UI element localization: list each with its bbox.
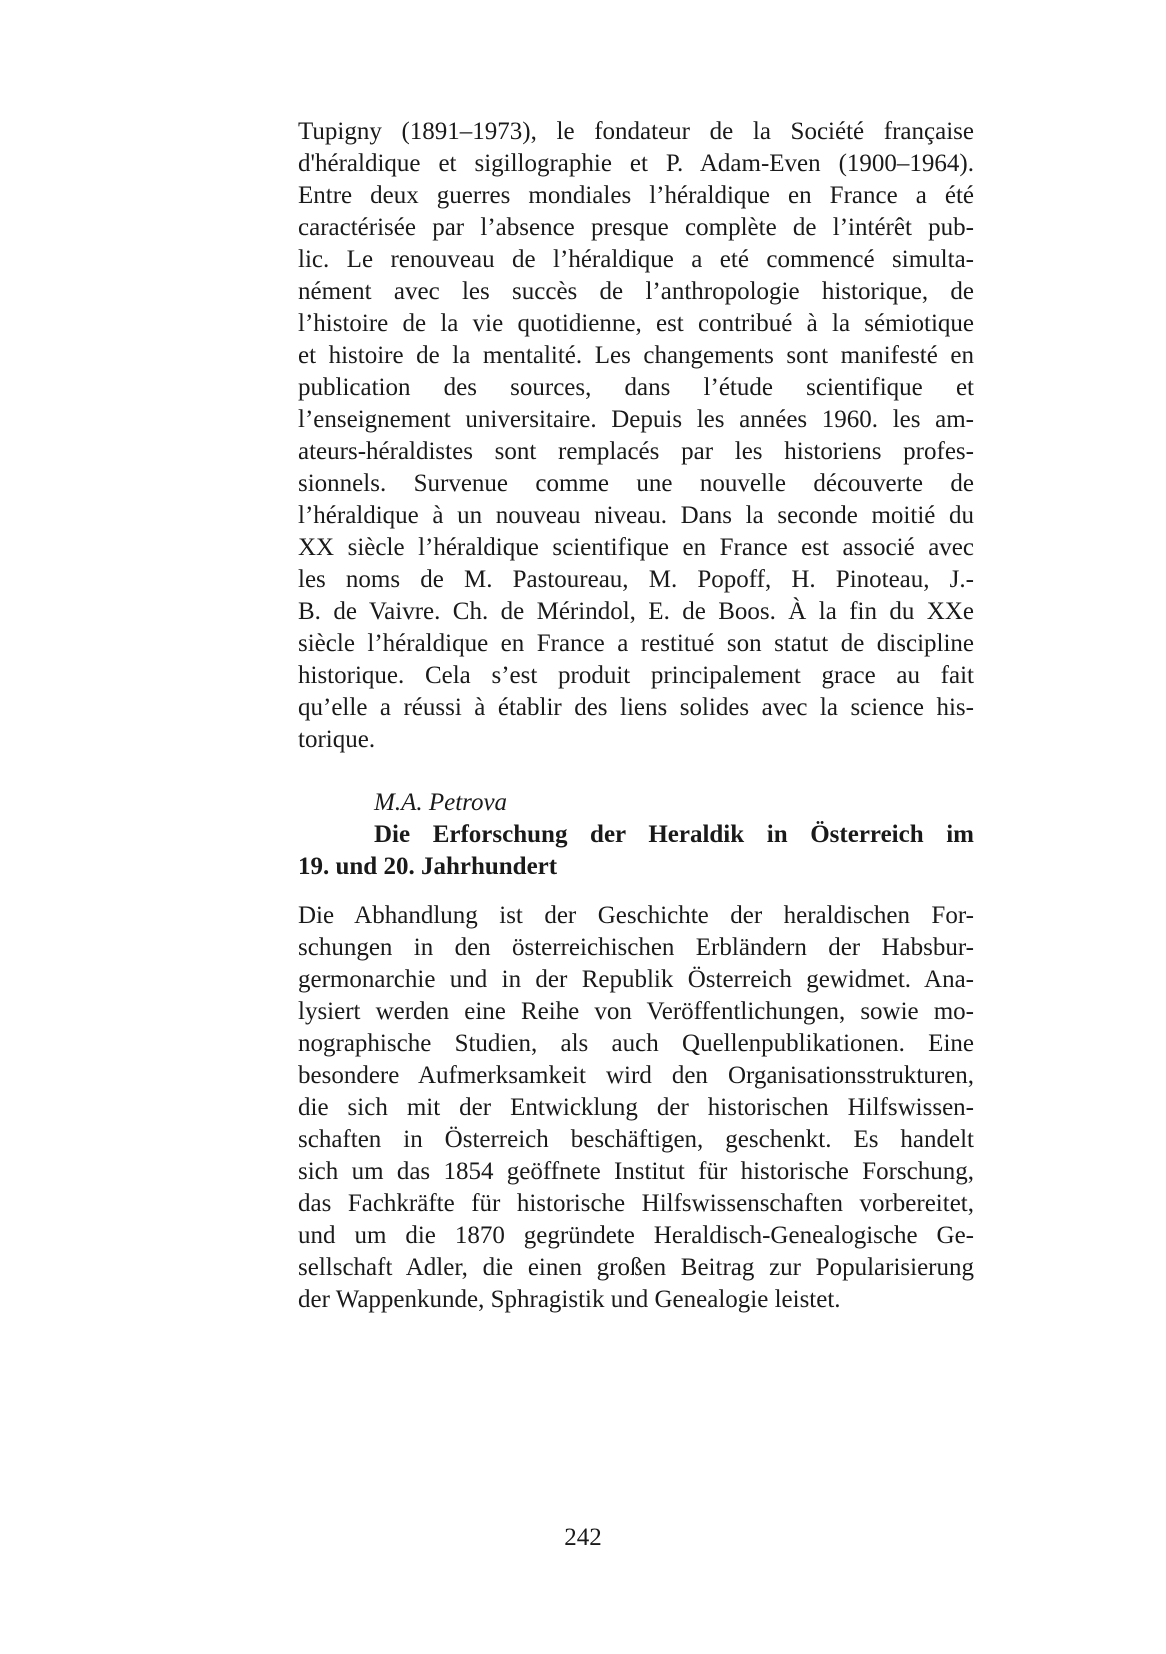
text-line: schungen in den österreichischen Erbländern der Habsbur-: [298, 934, 974, 961]
page-number: 242: [564, 1524, 602, 1551]
text-line: et histoire de la mentalité. Les changements sont manifesté en: [298, 342, 974, 369]
text-line: l’histoire de la vie quotidienne, est contribué à la sémiotique: [298, 310, 974, 337]
text-line: l’enseignement universitaire. Depuis les années 1960. les am-: [298, 406, 974, 433]
article-author: M.A. Petrova: [374, 789, 508, 816]
text-line: Die Abhandlung ist der Geschichte der heraldischen For-: [298, 902, 974, 929]
article-title-line-2: 19. und 20. Jahrhundert: [298, 853, 558, 880]
text-line: besondere Aufmerksamkeit wird den Organisationsstrukturen,: [298, 1062, 974, 1089]
text-line: germonarchie und in der Republik Österreich gewidmet. Ana-: [298, 966, 974, 993]
text-line: und um die 1870 gegründete Heraldisch-Genealogische Ge-: [298, 1222, 974, 1249]
article-title: [298, 819, 974, 883]
text-line: B. de Vaivre. Ch. de Mérindol, E. de Boos. À la fin du XXe: [298, 598, 974, 625]
text-line: historique. Cela s’est produit principalement grace au fait: [298, 662, 974, 689]
text-line: l’héraldique à un nouveau niveau. Dans la seconde moitié du: [298, 502, 974, 529]
text-line: siècle l’héraldique en France a restitué son statut de discipline: [298, 630, 974, 657]
text-line: torique.: [298, 726, 376, 753]
text-line: sellschaft Adler, die einen großen Beitrag zur Popularisierung: [298, 1254, 974, 1281]
text-line: nographische Studien, als auch Quellenpublikationen. Eine: [298, 1030, 974, 1057]
paragraph-french-summary: [298, 116, 974, 756]
text-line: der Wappenkunde, Sphragistik und Genealogie leistet.: [298, 1286, 841, 1313]
text-line: schaften in Österreich beschäftigen, geschenkt. Es handelt: [298, 1126, 974, 1153]
text-line: publication des sources, dans l’étude scientifique et: [298, 374, 974, 401]
text-line: d'héraldique et sigillographie et P. Adam-Even (1900–1964).: [298, 150, 974, 177]
text-line: ateurs-héraldistes sont remplacés par les historiens profes-: [298, 438, 974, 465]
text-line: qu’elle a réussi à établir des liens solides avec la science his-: [298, 694, 974, 721]
text-line: lic. Le renouveau de l’héraldique a eté commencé simulta-: [298, 246, 974, 273]
text-line: nément avec les succès de l’anthropologie historique, de: [298, 278, 974, 305]
text-line: Tupigny (1891–1973), le fondateur de la Société française: [298, 118, 974, 145]
text-line: caractérisée par l’absence presque complète de l’intérêt pub-: [298, 214, 974, 241]
text-line: XX siècle l’héraldique scientifique en France est associé avec: [298, 534, 974, 561]
text-line: sich um das 1854 geöffnete Institut für historische Forschung,: [298, 1158, 974, 1185]
text-line: die sich mit der Entwicklung der historischen Hilfswissen-: [298, 1094, 974, 1121]
text-line: lysiert werden eine Reihe von Veröffentlichungen, sowie mo-: [298, 998, 974, 1025]
text-line: Entre deux guerres mondiales l’héraldique en France a été: [298, 182, 974, 209]
article-title-line-1: Die Erforschung der Heraldik in Österreich im: [374, 821, 974, 848]
text-line: sionnels. Survenue comme une nouvelle découverte de: [298, 470, 974, 497]
text-line: les noms de M. Pastoureau, M. Popoff, H. Pinoteau, J.-: [298, 566, 974, 593]
text-line: das Fachkräfte für historische Hilfswissenschaften vorbereitet,: [298, 1190, 974, 1217]
paragraph-german-abstract: [298, 900, 974, 1316]
